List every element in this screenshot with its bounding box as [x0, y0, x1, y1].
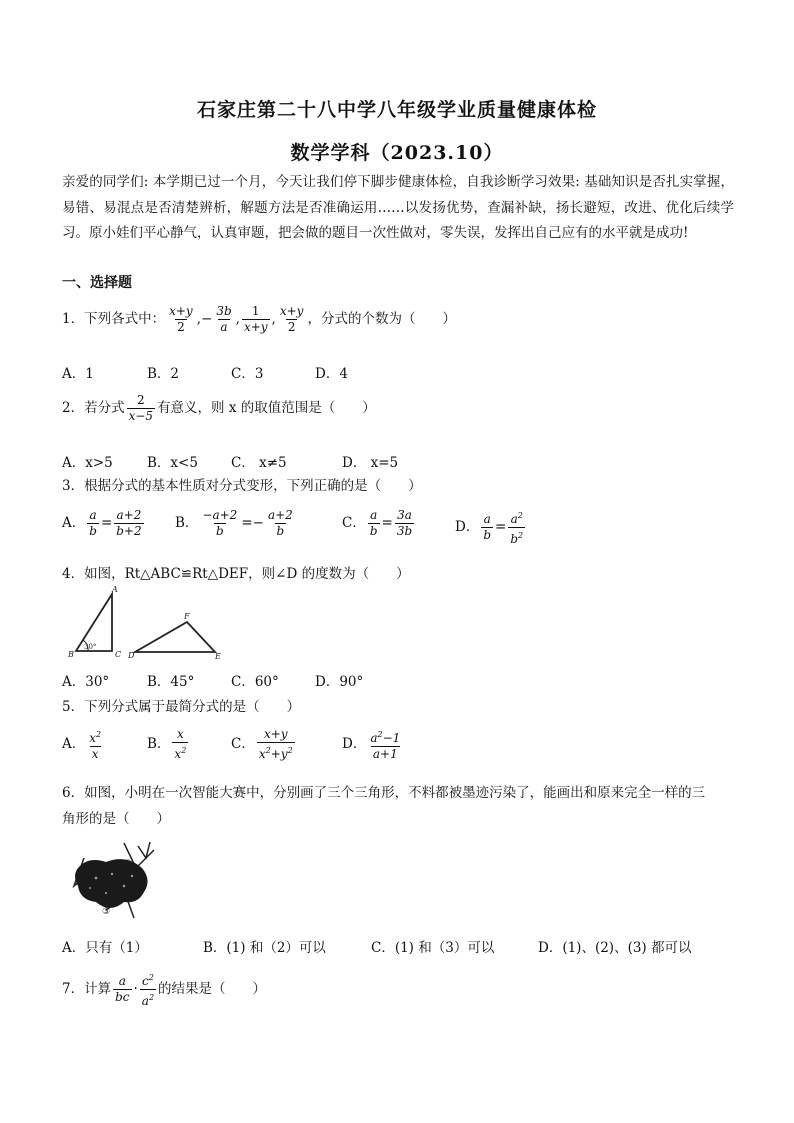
- triangle-def: [135, 622, 215, 652]
- question-6-line1: 6．如图，小明在一次智能大赛中，分别画了三个三角形，不料都被墨迹污染了，能画出和原来完全一样的三: [62, 785, 706, 801]
- page-title: 石家庄第二十八中学八年级学业质量健康体检: [196, 99, 597, 121]
- q6-option-b[interactable]: B．(1) 和（2）可以: [203, 940, 326, 956]
- ink-stained-triangles-figure: [66, 838, 166, 922]
- q6-option-a[interactable]: A．只有（1）: [62, 940, 148, 956]
- q4-option-c[interactable]: C．60°: [231, 674, 279, 690]
- q1-option-b[interactable]: B．2: [147, 366, 180, 382]
- triangles-figure: [62, 586, 222, 664]
- q3-option-c[interactable]: C． $\frac{a}{b}$ = $\frac{3a}{3b}$: [342, 508, 413, 538]
- fraction: $\frac{x+y}{2}$: [169, 304, 193, 334]
- q4-option-a[interactable]: A．30°: [62, 674, 110, 690]
- q3-option-d[interactable]: D． $\frac{a}{b}$ = $\frac{a^2}{b^2}$: [455, 511, 524, 546]
- section-title-choice: 一、选择题: [62, 275, 132, 291]
- page-subtitle: 数学学科（2023.10）: [290, 142, 504, 164]
- intro-paragraph: 亲爱的同学们: 本学期已过一个月，今天让我们停下脚步健康体检，自我诊断学习效果: 基础知识是否扎实掌握，易错、易混点是否清楚辨析，解题方法是否准确运用……以发扬优势，查漏补缺，扬长避短，改进、优化后续学习。原小娃们平心静气，认真审题，把会做的题目一次性做对，零失误，发挥出自己应有的水平就是成功!: [62, 174, 734, 241]
- q6-option-c[interactable]: C．(1) 和（3）可以: [371, 940, 495, 956]
- question-2: [62, 393, 376, 424]
- q6-option-d[interactable]: D．(1)、(2)、(3) 都可以: [538, 940, 692, 956]
- q4-option-d[interactable]: D．90°: [315, 674, 364, 690]
- question-4: 4．如图，Rt△ABC≌Rt△DEF，则∠D 的度数为（ ）: [62, 566, 410, 582]
- label-e: E: [215, 652, 221, 661]
- question-1-suffix: ，分式的个数为（ ）: [307, 311, 456, 327]
- q2-option-c[interactable]: C． x≠5: [231, 455, 287, 471]
- question-7-prefix: 7．计算: [62, 981, 112, 997]
- label-d: D: [128, 651, 135, 660]
- angle-label: 30°: [84, 643, 97, 651]
- label-c: C: [115, 650, 122, 659]
- figure-label-1: ①: [84, 861, 93, 871]
- q1-option-d[interactable]: D．4: [315, 366, 348, 382]
- question-2-prefix: 2．若分式: [62, 400, 125, 416]
- question-6-line2: 角形的是（ ）: [62, 811, 170, 827]
- question-1: 1．下列各式中： $\frac{x+y}{2}$ ,− $\frac{3b}{a}$ , $\frac{1}{x+y}$ , $\frac{x+y}{2}$ ，分式的个数为（ ）: [62, 304, 456, 334]
- q1-option-a[interactable]: A．1: [62, 366, 94, 382]
- q5-option-c[interactable]: C． $\frac{x+y}{x^2+y^2}$: [231, 727, 293, 761]
- figure-label-3: ③: [102, 907, 111, 917]
- label-b: B: [68, 650, 74, 659]
- question-5: 5．下列分式属于最简分式的是（ ）: [62, 699, 301, 715]
- fraction: $\frac{2}{x-5}$: [128, 393, 154, 423]
- q2-option-a[interactable]: A．x>5: [62, 455, 113, 471]
- q5-option-d[interactable]: D． $\frac{a^2-1}{a+1}$: [342, 730, 401, 761]
- q5-option-a[interactable]: A． $\frac{x^2}{x}$: [62, 730, 102, 761]
- q4-option-b[interactable]: B．45°: [147, 674, 195, 690]
- q3-option-b[interactable]: B． $\frac{-a+2}{b}$ =− $\frac{a+2}{b}$: [175, 508, 293, 538]
- q2-option-b[interactable]: B．x<5: [147, 455, 198, 471]
- fraction: $\frac{3b}{a}$: [216, 304, 232, 334]
- question-7-suffix: 的结果是（ ）: [158, 981, 267, 997]
- figure-label-2: ②: [124, 859, 133, 869]
- q3-option-a[interactable]: A． $\frac{a}{b}$ = $\frac{a+2}{b+2}$: [62, 508, 142, 538]
- question-2-suffix: 有意义，则 x 的取值范围是（ ）: [157, 400, 376, 416]
- question-3: 3．根据分式的基本性质对分式变形，下列正确的是（ ）: [62, 478, 422, 494]
- fraction: $\frac{1}{x+y}$: [243, 304, 268, 334]
- label-a: A: [112, 586, 118, 594]
- fraction: $\frac{x+y}{2}$: [279, 304, 304, 334]
- q1-option-c[interactable]: C．3: [231, 366, 264, 382]
- label-f: F: [184, 612, 190, 621]
- question-7: 7．计算 $\frac{a}{bc}$ · $\frac{c^2}{a^2}$ 的结果是（ ）: [62, 973, 267, 1008]
- q5-option-b[interactable]: B． $\frac{x}{x^2}$: [147, 727, 187, 761]
- q2-option-d[interactable]: D． x=5: [342, 455, 399, 471]
- question-1-prefix: 1．下列各式中：: [62, 311, 166, 327]
